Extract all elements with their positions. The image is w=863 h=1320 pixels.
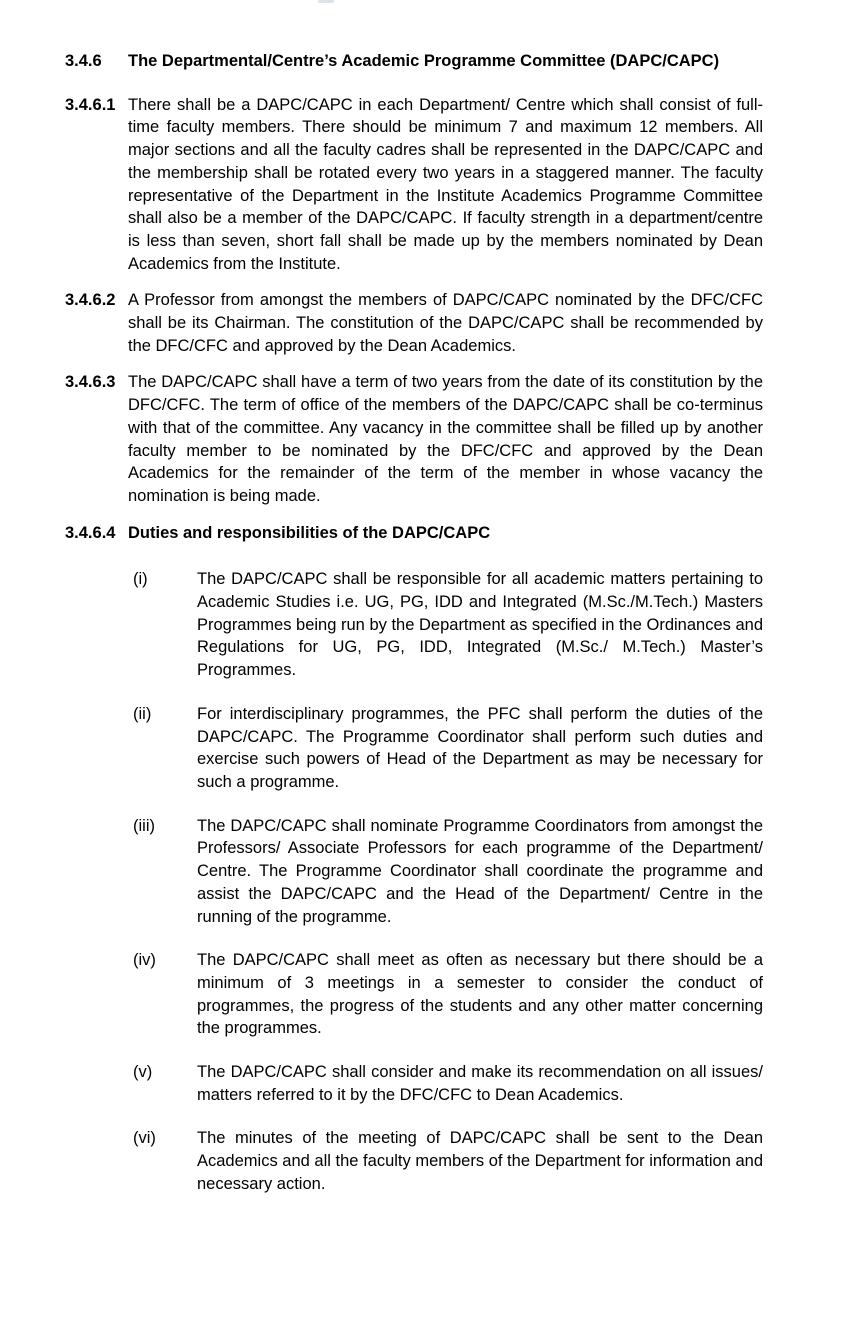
scan-artifact — [318, 0, 334, 3]
list-item-text: The DAPC/CAPC shall consider and make its recommendation on all issues/ matters referred to it by the DFC/CFC to Dean Academics. — [197, 1063, 763, 1104]
list-item-iv — [133, 949, 763, 1040]
paragraph-text: The DAPC/CAPC shall have a term of two years from the date of its constitution by the DFC/​CFC. The term of office of the members of the DAPC/CAPC shall be co-terminus with that of the committee. Any vacancy in the committee shall be filled up by another faculty member to be nominated by the DFC/​CFC and approved by the Dean Academics for the remainder of the term of the member in whose vacancy the nomination is being made. — [128, 373, 763, 505]
list-item-label: (i) — [133, 570, 148, 589]
list-item-text: The DAPC/CAPC shall meet as often as necessary but there should be a minimum of 3 meetings in a semester to consider the conduct of programmes, the progress of the students and any other matter concerning the programmes. — [197, 951, 763, 1038]
paragraph-text: A Professor from amongst the members of DAPC/CAPC nominated by the DFC/CFC shall be its Chairman. The constitution of the DAPC/CAPC shall be recommended by the DFC/CFC and approved by the Dean Academics. — [128, 291, 763, 355]
list-item-label: (iv) — [133, 951, 156, 970]
section-number: 3.4.6 — [65, 52, 102, 70]
list-item-i — [133, 568, 763, 682]
paragraph-3-4-6-3 — [65, 371, 763, 507]
list-item-label: (iii) — [133, 816, 155, 835]
section-title: The Departmental/Centre’s Academic Programme Committee (DAPC/​CAPC) — [128, 52, 720, 70]
list-item-text: For interdisciplinary programmes, the PFC shall perform the duties of the DAPC/CAPC. The Programme Coordinator shall perform such duties and exercise such powers of Head of the Department as may be necessary for such a programme. — [197, 704, 763, 791]
paragraph-number: 3.4.6.3 — [65, 373, 116, 392]
paragraph-text: There shall be a DAPC/CAPC in each Department/ Centre which shall consist of full-time faculty members. There should be minimum 7 and maximum 12 members. All major sections and all the faculty cadres shall be represented in the DAPC/CAPC and the membership shall be rotated every two years in a staggered manner. The faculty representative of the Department in the Institute Academics Programme Committee shall also be a member of the DAPC/CAPC. If faculty strength in a department/centre is less than seven, short fall shall be made up by the members nominated by Dean Academics from the Institute. — [128, 95, 763, 273]
paragraph-number: 3.4.6.1 — [65, 95, 116, 114]
list-item-label: (ii) — [133, 704, 152, 723]
paragraph-number: 3.4.6.2 — [65, 291, 116, 310]
section-heading — [65, 50, 763, 73]
list-item-text: The DAPC/CAPC shall be responsible for all academic matters pertaining to Academic Studies i.e. UG, PG, IDD and Integrated (M.Sc./M.Tech.) Masters Programmes being run by the Department as specified in the Ordinances and Regulations for UG, PG, IDD, Integrated (M.Sc./ M.Tech.) Master’s Programmes. — [197, 570, 763, 680]
list-item-label: (v) — [133, 1063, 153, 1082]
list-item-iii — [133, 815, 763, 929]
paragraph-3-4-6-1 — [65, 94, 763, 276]
subsection-title: Duties and responsibilities of the DAPC/CAPC — [128, 523, 491, 542]
list-item-v — [133, 1061, 763, 1106]
duties-list — [65, 568, 763, 1195]
list-item-text: The DAPC/CAPC shall nominate Programme Coordinators from amongst the Professors/ Associate Professors for each programme of the Department/ Centre. The Programme Coordinator shall coordinate the programme and assist the DAPC/CAPC and the Head of the Department/ Centre in the running of the programme. — [197, 816, 763, 926]
list-item-vi — [133, 1127, 763, 1195]
list-item-ii — [133, 703, 763, 794]
subsection-heading — [65, 522, 763, 545]
list-item-label: (vi) — [133, 1129, 156, 1148]
subsection-number: 3.4.6.4 — [65, 523, 116, 542]
paragraph-3-4-6-2 — [65, 289, 763, 357]
list-item-text: The minutes of the meeting of DAPC/CAPC shall be sent to the Dean Academics and all the faculty members of the Department for information and necessary action. — [197, 1129, 763, 1193]
